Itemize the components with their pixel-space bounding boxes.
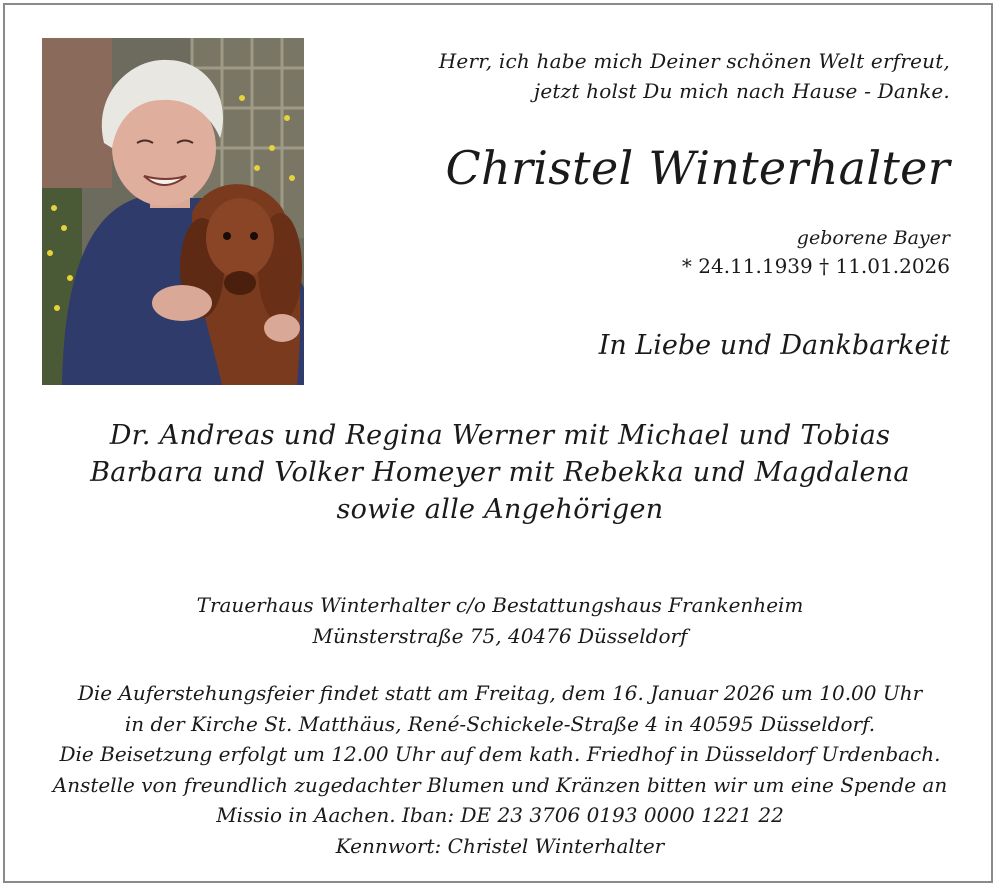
notice-line: in der Kirche St. Matthäus, René-Schickele-Straße 4 in 40595 Düsseldorf. <box>124 711 876 736</box>
notice-line: Missio in Aachen. Iban: DE 23 3706 0193 0000 1221 22 <box>216 803 784 827</box>
mourners-list <box>0 417 1000 528</box>
address-line: Trauerhaus Winterhalter c/o Bestattungshaus Frankenheim <box>196 593 804 617</box>
quote-line-1: Herr, ich habe mich Deiner schönen Welt erfreut, <box>438 49 950 73</box>
bible-quote <box>439 46 950 106</box>
mourner-line: Barbara und Volker Homeyer mit Rebekka und Magdalena <box>90 457 910 488</box>
address-line: Münsterstraße 75, 40476 Düsseldorf <box>312 624 688 648</box>
notice-line: Die Auferstehungsfeier findet statt am Freitag, dem 16. Januar 2026 um 10.00 Uhr <box>77 681 923 705</box>
mourning-house-address <box>0 590 1000 652</box>
mourner-line: sowie alle Angehörigen <box>336 494 664 525</box>
mourner-line: Dr. Andreas und Regina Werner mit Michael und Tobias <box>109 420 891 451</box>
quote-line-2: jetzt holst Du mich nach Hause - Danke. <box>533 79 950 103</box>
notice-line: Anstelle von freundlich zugedachter Blumen und Kränzen bitten wir um eine Spende an <box>52 772 948 797</box>
gratitude-line: In Liebe und Dankbarkeit <box>598 330 950 361</box>
birth-name: geborene Bayer <box>796 227 950 249</box>
notice-line: Die Beisetzung erfolgt um 12.00 Uhr auf dem kath. Friedhof in Düsseldorf Urdenbach. <box>59 742 941 766</box>
deceased-name: Christel Winterhalter <box>445 141 950 195</box>
life-dates: * 24.11.1939 † 11.01.2026 <box>681 254 950 278</box>
notice-line: Kennwort: Christel Winterhalter <box>335 833 665 858</box>
portrait-photo <box>42 38 304 385</box>
funeral-notice <box>0 678 1000 861</box>
